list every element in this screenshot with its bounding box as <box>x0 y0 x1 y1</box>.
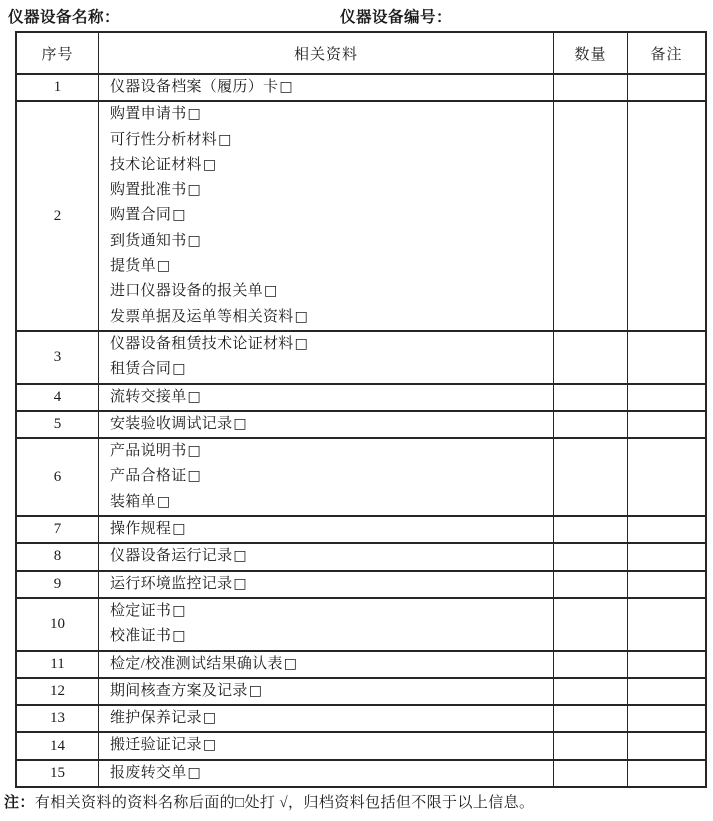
material-item <box>110 652 553 677</box>
column-header-quantity: 数量 <box>554 33 628 73</box>
remark-cell <box>628 733 705 758</box>
quantity-cell <box>554 599 628 650</box>
remark-cell <box>628 761 705 786</box>
row-serial-cell: 8 <box>53 548 62 565</box>
material-item <box>110 128 553 153</box>
material-item-label: 操作规程 <box>110 521 172 538</box>
materials-cell <box>98 412 554 437</box>
equipment-name-label: 仪器设备名称： <box>8 9 121 26</box>
quantity-cell <box>554 761 628 786</box>
material-item-label: 运行环境监控记录 <box>110 575 233 592</box>
material-item <box>110 572 553 597</box>
material-item-label: 校准证书 <box>110 628 172 645</box>
checkbox-icon: □ <box>202 710 217 727</box>
checkbox-icon: □ <box>233 575 247 592</box>
material-item-label: 期间核查方案及记录 <box>110 682 248 699</box>
checkbox-icon: □ <box>218 131 232 148</box>
row-serial-cell: 11 <box>50 655 65 672</box>
table-row <box>17 410 705 437</box>
checkbox-icon: □ <box>172 602 186 619</box>
material-item-label: 仪器设备运行记录 <box>110 548 233 565</box>
material-item <box>110 599 553 624</box>
materials-cell <box>98 733 554 758</box>
table-row <box>17 597 705 650</box>
checkbox-icon: □ <box>202 737 217 754</box>
remark-cell <box>628 572 705 597</box>
materials-cell <box>98 679 554 704</box>
material-item-label: 检定证书 <box>110 602 172 619</box>
remark-cell <box>628 679 705 704</box>
material-item <box>110 229 553 254</box>
material-item <box>110 385 553 410</box>
table-row <box>17 704 705 731</box>
material-item <box>110 464 553 489</box>
checkbox-icon: □ <box>202 156 217 173</box>
checkbox-icon: □ <box>283 655 298 672</box>
table-row <box>17 759 705 786</box>
table-row <box>17 437 705 515</box>
materials-cell <box>98 439 554 515</box>
quantity-cell <box>554 572 628 597</box>
checkbox-icon: □ <box>172 521 186 538</box>
material-item-label: 装箱单 <box>110 493 156 510</box>
materials-cell <box>98 761 554 786</box>
remark-cell <box>628 439 705 515</box>
table-row <box>17 570 705 597</box>
row-serial-cell: 9 <box>53 575 62 592</box>
materials-cell <box>98 544 554 569</box>
material-item <box>110 178 553 203</box>
material-item-label: 产品说明书 <box>110 443 187 460</box>
row-serial-cell: 6 <box>53 468 62 485</box>
remark-cell <box>628 332 705 383</box>
material-item <box>110 357 553 382</box>
column-header-remark: 备注 <box>650 46 683 63</box>
quantity-cell <box>554 439 628 515</box>
checkbox-icon: □ <box>187 468 202 485</box>
table-body <box>17 73 705 786</box>
column-header-serial: 序号 <box>41 46 74 63</box>
table-row <box>17 542 705 569</box>
table-header-row <box>17 33 705 73</box>
table-row <box>17 731 705 758</box>
row-serial-cell: 2 <box>53 207 62 224</box>
quantity-cell <box>554 412 628 437</box>
materials-cell <box>98 517 554 542</box>
material-item <box>110 203 553 228</box>
remark-cell <box>628 75 705 100</box>
remark-cell <box>628 517 705 542</box>
materials-cell <box>98 385 554 410</box>
material-item <box>110 305 553 330</box>
row-serial-cell: 1 <box>53 79 62 96</box>
material-item-label: 购置申请书 <box>110 106 187 123</box>
checkbox-icon: □ <box>294 335 309 352</box>
remark-cell <box>628 706 705 731</box>
checkbox-icon: □ <box>248 682 263 699</box>
checkbox-icon: □ <box>187 232 202 249</box>
materials-cell <box>98 102 554 330</box>
checkbox-icon: □ <box>187 106 202 123</box>
table-row <box>17 677 705 704</box>
table-row <box>17 515 705 542</box>
row-serial-cell: 15 <box>50 764 65 781</box>
material-item-label: 仪器设备租赁技术论证材料 <box>110 335 294 352</box>
checkbox-icon: □ <box>279 79 293 95</box>
quantity-cell <box>554 544 628 569</box>
material-item <box>110 761 553 786</box>
material-item-label: 报废转交单 <box>110 764 187 781</box>
material-item <box>110 153 553 178</box>
material-item <box>110 517 553 542</box>
material-item-label: 仪器设备档案（履历）卡 <box>110 79 279 95</box>
table-row <box>17 73 705 100</box>
quantity-cell <box>554 332 628 383</box>
material-item-label: 维护保养记录 <box>110 710 202 727</box>
material-item-label: 发票单据及运单等相关资料 <box>110 308 294 325</box>
row-serial-cell: 4 <box>53 388 62 405</box>
remark-cell <box>628 652 705 677</box>
remark-cell <box>628 599 705 650</box>
remark-cell <box>628 385 705 410</box>
materials-cell <box>98 75 554 100</box>
checkbox-icon: □ <box>172 361 186 378</box>
material-item-label: 到货通知书 <box>110 232 187 249</box>
row-serial-cell: 14 <box>50 737 65 754</box>
material-item <box>110 332 553 357</box>
footnote-label: 注： <box>4 795 35 811</box>
material-item-label: 提货单 <box>110 258 156 275</box>
material-item <box>110 544 553 569</box>
material-item-label: 安装验收调试记录 <box>110 415 233 432</box>
column-header-materials: 相关资料 <box>98 33 554 73</box>
material-item-label: 进口仪器设备的报关单 <box>110 283 264 300</box>
material-item <box>110 733 553 758</box>
material-item-label: 流转交接单 <box>110 388 187 405</box>
material-item <box>110 706 553 731</box>
material-item-label: 可行性分析材料 <box>110 131 218 148</box>
checkbox-icon: □ <box>187 443 202 460</box>
material-item <box>110 490 553 515</box>
materials-table <box>15 31 707 788</box>
checkbox-icon: □ <box>156 493 171 510</box>
material-item <box>110 279 553 304</box>
quantity-cell <box>554 733 628 758</box>
checkbox-icon: □ <box>233 548 247 565</box>
table-row <box>17 330 705 383</box>
row-serial-cell: 5 <box>53 416 62 432</box>
row-serial-cell: 13 <box>50 710 65 727</box>
materials-cell <box>98 599 554 650</box>
quantity-cell <box>554 679 628 704</box>
material-item <box>110 412 553 437</box>
material-item-label: 技术论证材料 <box>110 156 202 173</box>
materials-cell <box>98 332 554 383</box>
remark-cell <box>628 412 705 437</box>
checkbox-icon: □ <box>233 415 247 432</box>
checkbox-icon: □ <box>187 764 202 781</box>
table-row <box>17 650 705 677</box>
materials-cell <box>98 652 554 677</box>
checkbox-icon: □ <box>187 388 202 405</box>
quantity-cell <box>554 75 628 100</box>
remark-cell <box>628 102 705 330</box>
materials-cell <box>98 706 554 731</box>
material-item <box>110 679 553 704</box>
footnote-text: 有相关资料的资料名称后面的□处打 √，归档资料包括但不限于以上信息。 <box>34 795 535 811</box>
material-item-label: 购置合同 <box>110 207 172 224</box>
quantity-cell <box>554 385 628 410</box>
quantity-cell <box>554 102 628 330</box>
material-item <box>110 439 553 464</box>
materials-cell <box>98 572 554 597</box>
checkbox-icon: □ <box>172 207 186 224</box>
material-item-label: 检定/校准测试结果确认表 <box>110 655 283 672</box>
checkbox-icon: □ <box>294 308 309 325</box>
table-row <box>17 100 705 330</box>
checkbox-icon: □ <box>156 258 171 275</box>
material-item <box>110 254 553 279</box>
row-serial-cell: 12 <box>50 682 65 699</box>
row-serial-cell: 10 <box>50 615 65 632</box>
equipment-code-label: 仪器设备编号： <box>340 9 453 26</box>
remark-cell <box>628 544 705 569</box>
material-item-label: 搬迁验证记录 <box>110 737 202 754</box>
row-serial-cell: 3 <box>53 348 62 365</box>
material-item <box>110 624 553 649</box>
checkbox-icon: □ <box>172 628 186 645</box>
material-item <box>110 75 553 100</box>
table-row <box>17 383 705 410</box>
checkbox-icon: □ <box>264 283 278 300</box>
row-serial-cell: 7 <box>53 521 62 538</box>
material-item-label: 购置批准书 <box>110 182 187 199</box>
quantity-cell <box>554 706 628 731</box>
material-item-label: 租赁合同 <box>110 361 172 378</box>
material-item <box>110 102 553 127</box>
checkbox-icon: □ <box>187 182 202 199</box>
quantity-cell <box>554 517 628 542</box>
material-item-label: 产品合格证 <box>110 468 187 485</box>
footnote <box>4 791 534 812</box>
quantity-cell <box>554 652 628 677</box>
